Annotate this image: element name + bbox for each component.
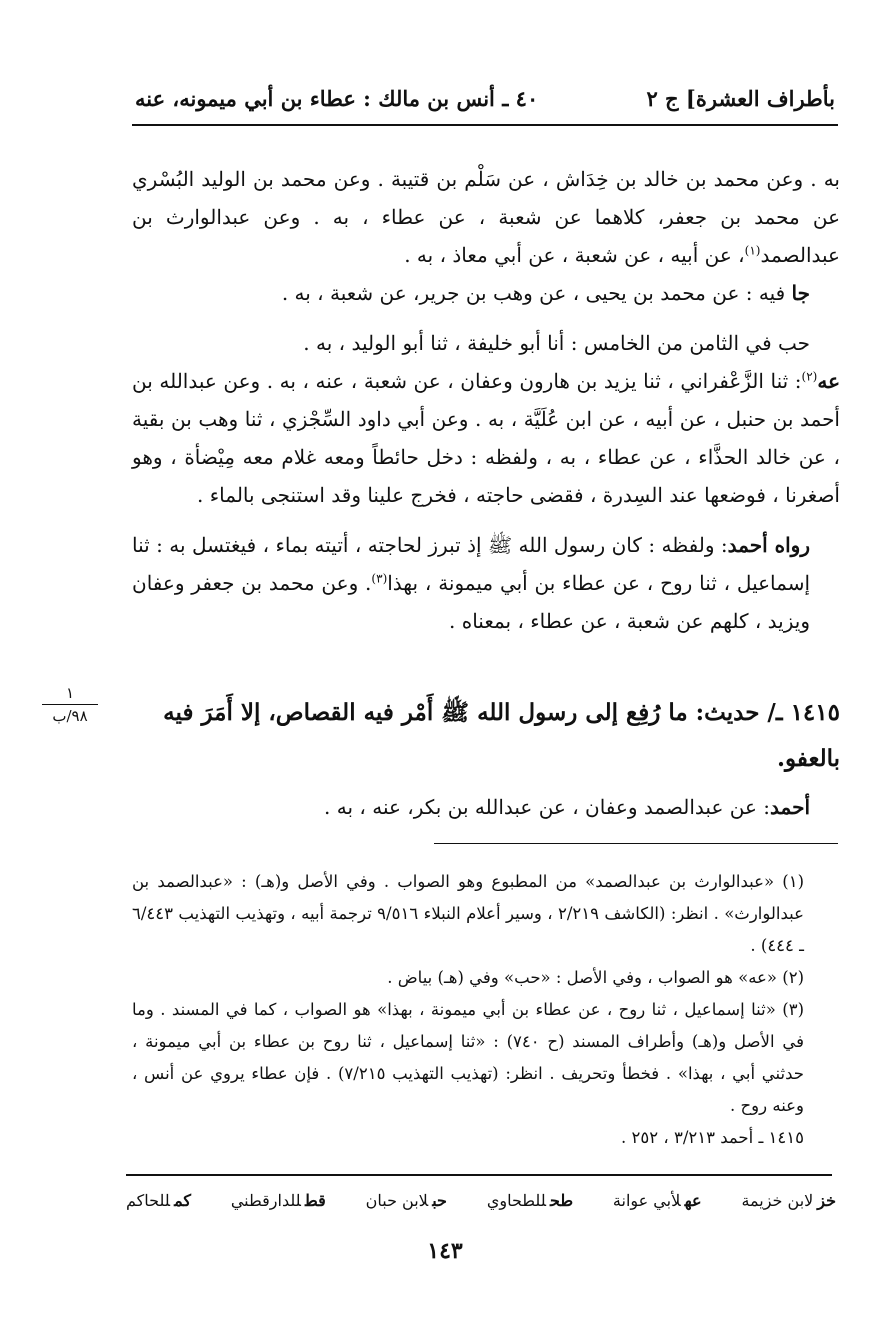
footnote-ref-3: (٣) (371, 571, 388, 586)
header-book-title: بأطراف العشرة] ج ٢ (646, 86, 835, 111)
source-label-ja: جا (791, 281, 810, 305)
abbrev-item: خزلابن خزيمة (741, 1191, 836, 1210)
source-label-ah: عه (817, 369, 841, 393)
paragraph-2: جا فيه : عن محمد بن يحيى ، عن وهب بن جرير، عن شعبة ، به . (281, 281, 810, 305)
abbreviations-key (126, 1186, 836, 1216)
margin-note-rule (42, 704, 98, 705)
paragraph-4: عه$^{(٢)}$: ثنا الزَّعْفراني ، ثنا يزيد بن هارون وعفان ، عن شعبة ، عنه ، به . وعن عبدالله بن أحمد بن حنبل ، عن أبيه ، عن ابن عُلَيَّة ، به . وعن أبي داود السِّجْزي ، ثنا وهب بن بقية ، عن خالد الحذَّاء ، عن عطاء ، به ، ولفظه : دخل حائطاً ومعه غلام معه مِيْضأة ، وهو أصغرنا ، فوضعها عند السِدرة ، فقضى حاجته ، فخرج علينا وقد استنجى بالماء . (132, 369, 841, 507)
abbrev-item: عهلأبي عوانة (612, 1191, 702, 1210)
abbrev-item: قطللدارقطني (230, 1191, 326, 1210)
footnote-4: ١٤١٥ ـ أحمد ٣/٢١٣ ، ٢٥٢ . (621, 1128, 804, 1147)
abbrev-item: حبلابن حبان (365, 1191, 447, 1210)
margin-folio-note: ١ ٩٨/ب (40, 684, 100, 725)
page-number: ١٤٣ (427, 1238, 463, 1264)
bottom-rule (126, 1174, 832, 1176)
footnotes (132, 866, 840, 1154)
footnote-ref-2: (٢) (801, 369, 818, 384)
footnote-2: (٢) «عه» هو الصواب ، وفي الأصل : «حب» وفي (هـ) بياض . (387, 968, 804, 987)
header-chapter-title: ٤٠ ـ أنس بن مالك : عطاء بن أبي ميمونه، عنه (135, 86, 539, 111)
footnote-ref-1: (١) (744, 243, 761, 258)
header-rule (132, 124, 838, 126)
hadith-source-label: أحمد (770, 795, 810, 819)
abbrev-item: كمللحاكم (126, 1191, 191, 1210)
footnote-1: (١) «عبدالوارث بن عبدالصمد» من المطبوع وهو الصواب . وفي الأصل و(هـ) : «عبدالصمد بن عبدالوارث» . انظر: (الكاشف ٢/٢١٩ ، وسير أعلام النبلاء ٩/٥١٦ ترجمة أبيه ، وتهذيب التهذيب ٦/٤٤٣ ـ ٤٤٤) . (132, 872, 804, 955)
main-text (132, 160, 840, 640)
hadith-heading: ١٤١٥ ـ/ حديث: ما رُفِع إلى رسول الله ﷺ أَمْر فيه القصاص، إلا أَمَرَ فيه بالعفو. (163, 699, 840, 772)
running-header (135, 82, 835, 116)
source-label-ahmad: رواه أحمد (727, 533, 810, 557)
hadith-source: أحمد: عن عبدالصمد وعفان ، عن عبدالله بن بكر، عنه ، به . (324, 795, 810, 819)
paragraph-5: رواه أحمد: ولفظه : كان رسول الله ﷺ إذ تبرز لحاجته ، أتيته بماء ، فيغتسل به : ثنا إسماعيل ، ثنا روح ، عن عطاء بن أبي ميمونة ، بهذا$^{(٣)}$. وعن محمد بن جعفر وعفان ويزيد ، كلهم عن شعبة ، عن عطاء ، بمعناه . (132, 533, 811, 633)
paragraph-1: به . وعن محمد بن خالد بن خِدَاش ، عن سَلْم بن قتيبة . وعن محمد بن الوليد البُسْري عن محمد بن جعفر، كلاهما عن شعبة ، عن عطاء ، به . وعن عبدالوارث بن عبدالصمد$^{(١)}$، عن أبيه ، عن شعبة ، عن أبي معاذ ، به . (132, 167, 841, 267)
paragraph-3: حب في الثامن من الخامس : أنا أبو خليفة ، ثنا أبو الوليد ، به . (303, 331, 810, 355)
abbrev-item: طحللطحاوي (486, 1191, 574, 1210)
footnote-rule (434, 843, 838, 844)
footnote-3: (٣) «ثنا إسماعيل ، ثنا روح ، عن عطاء بن أبي ميمونة ، بهذا» هو الصواب ، كما في المسند . وما في الأصل و(هـ) وأطراف المسند (ح ٧٤٠) : «ثنا إسماعيل ، ثنا روح بن عطاء بن أبي ميمونة ، حدثني أبي ، بهذا» . فخطأ وتحريف . انظر: (تهذيب التهذيب ٧/٢١٥) . فإن عطاء يروي عن أنس ، وعنه روح . (132, 1000, 804, 1115)
